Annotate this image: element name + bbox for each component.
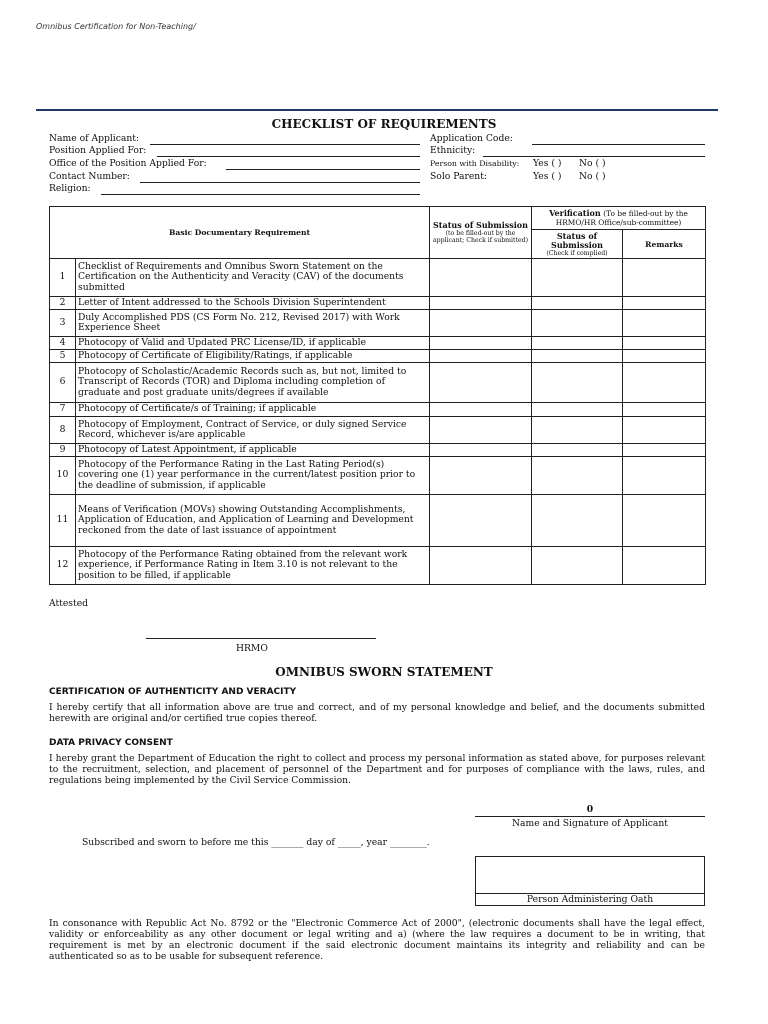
applicant-status-cell[interactable] [430, 363, 532, 403]
religion-label: Religion: [49, 183, 91, 194]
oath-admin-label: Person Administering Oath [476, 893, 704, 905]
table-row [50, 310, 706, 337]
oath-admin-box[interactable] [475, 856, 705, 906]
remarks-cell[interactable] [623, 337, 706, 350]
remarks-cell[interactable] [623, 363, 706, 403]
hrmo-label: HRMO [236, 643, 268, 654]
privacy-text: I hereby grant the Department of Education the right to collect and process my personal information as stated above, for purposes relevant to the recruitment, selection, and placement of personnel of the Department and for purposes of compliance with the laws, rules, and regulations being implemented by the Civil Service Commission. [49, 753, 705, 786]
row-number: 4 [50, 337, 76, 350]
table-row [50, 495, 706, 547]
row-requirement: Photocopy of Employment, Contract of Service, or duly signed Service Record, whichever is/are applicable [76, 417, 430, 444]
contact-number-field[interactable] [140, 182, 420, 183]
privacy-heading: DATA PRIVACY CONSENT [49, 738, 173, 748]
row-number: 5 [50, 350, 76, 363]
row-requirement: Photocopy of Latest Appointment, if applicable [76, 444, 430, 457]
verif-status-cell[interactable] [532, 403, 623, 417]
row-requirement: Photocopy of Certificate of Eligibility/Ratings, if applicable [76, 350, 430, 363]
remarks-cell[interactable] [623, 403, 706, 417]
table-row [50, 444, 706, 457]
applicant-signature-value: 0 [586, 804, 594, 815]
applicant-status-cell[interactable] [430, 310, 532, 337]
applicant-status-cell[interactable] [430, 259, 532, 297]
verif-status-cell[interactable] [532, 495, 623, 547]
row-number: 11 [50, 495, 76, 547]
remarks-cell[interactable] [623, 495, 706, 547]
cert-heading: CERTIFICATION OF AUTHENTICITY AND VERACITY [49, 687, 297, 697]
row-number: 9 [50, 444, 76, 457]
table-row [50, 403, 706, 417]
remarks-cell[interactable] [623, 457, 706, 495]
ra-text: In consonance with Republic Act No. 8792 or the "Electronic Commerce Act of 2000", (electronic documents shall have the legal effect, validity or enforceability as any other document or legal writing and a) (where the law requires a document to be in writing, that requirement is met by an electronic document if the said electronic document maintains its integrity and reliability and can be authenticated so as to be usable for subsequent reference. [49, 918, 705, 962]
row-number: 2 [50, 297, 76, 310]
table-row [50, 457, 706, 495]
applicant-status-cell[interactable] [430, 417, 532, 444]
applicant-status-cell[interactable] [430, 457, 532, 495]
contact-number-label: Contact Number: [49, 171, 130, 182]
applicant-status-cell[interactable] [430, 337, 532, 350]
ethnicity-label: Ethnicity: [430, 145, 476, 156]
table-row [50, 363, 706, 403]
remarks-cell[interactable] [623, 259, 706, 297]
table-row [50, 297, 706, 310]
remarks-cell[interactable] [623, 417, 706, 444]
checklist-title: CHECKLIST OF REQUIREMENTS [271, 117, 497, 131]
remarks-cell[interactable] [623, 350, 706, 363]
position-applied-label: Position Applied For: [49, 145, 147, 156]
verif-status-cell[interactable] [532, 444, 623, 457]
verif-status-cell[interactable] [532, 363, 623, 403]
pwd-label: Person with Disability: [430, 159, 520, 168]
subscribed-text: Subscribed and sworn to before me this _______ day of _____, year ________. [82, 837, 430, 848]
pwd-yes-checkbox[interactable]: Yes ( ) [533, 158, 562, 169]
attested-label: Attested [49, 598, 89, 609]
office-label: Office of the Position Applied For: [49, 158, 207, 169]
row-number: 1 [50, 259, 76, 297]
application-code-field[interactable] [532, 144, 705, 145]
pwd-no-checkbox[interactable]: No ( ) [579, 158, 606, 169]
header-requirement: Basic Documentary Requirement [50, 207, 430, 259]
header-status: Status of Submission (to be filled-out by the applicant; Check if submitted) [430, 207, 532, 259]
applicant-status-cell[interactable] [430, 547, 532, 585]
ethnicity-field[interactable] [483, 156, 705, 157]
verif-status-cell[interactable] [532, 259, 623, 297]
row-number: 7 [50, 403, 76, 417]
verif-status-cell[interactable] [532, 297, 623, 310]
header-remarks: Remarks [623, 230, 706, 259]
row-requirement: Letter of Intent addressed to the Schools Division Superintendent [76, 297, 430, 310]
header-note: Omnibus Certification for Non-Teaching/ [36, 22, 196, 31]
row-requirement: Checklist of Requirements and Omnibus Sworn Statement on the Certification on the Authenticity and Veracity (CAV) of the documents submitted [76, 259, 430, 297]
applicant-status-cell[interactable] [430, 350, 532, 363]
verif-status-cell[interactable] [532, 457, 623, 495]
remarks-cell[interactable] [623, 444, 706, 457]
office-field[interactable] [226, 169, 420, 170]
row-number: 6 [50, 363, 76, 403]
remarks-cell[interactable] [623, 547, 706, 585]
row-number: 8 [50, 417, 76, 444]
header-verification: Verification (To be filled-out by the HRMO/HR Office/sub-committee) [532, 207, 706, 230]
verif-status-cell[interactable] [532, 337, 623, 350]
row-number: 12 [50, 547, 76, 585]
row-requirement: Means of Verification (MOVs) showing Outstanding Accomplishments, Application of Education, and Application of Learning and Development reckoned from the date of last issuance of appointment [76, 495, 430, 547]
row-number: 3 [50, 310, 76, 337]
applicant-signature-label: Name and Signature of Applicant [511, 818, 668, 829]
header-verif-status: Status of Submission (Check if complied) [532, 230, 623, 259]
table-row [50, 259, 706, 297]
solo-parent-no-checkbox[interactable]: No ( ) [579, 171, 606, 182]
row-requirement: Photocopy of Scholastic/Academic Records such as, but not, limited to Transcript of Records (TOR) and Diploma including completion of graduate and post graduate units/degrees if available [76, 363, 430, 403]
table-row [50, 417, 706, 444]
table-row [50, 547, 706, 585]
row-requirement: Photocopy of the Performance Rating obtained from the relevant work experience, if Performance Rating in Item 3.10 is not relevant to the position to be filled, if applicable [76, 547, 430, 585]
verif-status-cell[interactable] [532, 547, 623, 585]
applicant-status-cell[interactable] [430, 297, 532, 310]
cert-text: I hereby certify that all information above are true and correct, and of my personal knowledge and belief, and the documents submitted herewith are original and/or certified true copies thereof. [49, 702, 705, 724]
solo-parent-yes-checkbox[interactable]: Yes ( ) [533, 171, 562, 182]
solo-parent-label: Solo Parent: [430, 171, 487, 182]
requirements-table [49, 206, 706, 585]
applicant-status-cell[interactable] [430, 403, 532, 417]
row-requirement: Duly Accomplished PDS (CS Form No. 212, Revised 2017) with Work Experience Sheet [76, 310, 430, 337]
name-of-applicant-label: Name of Applicant: [49, 133, 140, 144]
table-row [50, 337, 706, 350]
table-row [50, 350, 706, 363]
row-requirement: Photocopy of Valid and Updated PRC License/ID, if applicable [76, 337, 430, 350]
applicant-status-cell[interactable] [430, 444, 532, 457]
application-code-label: Application Code: [430, 133, 513, 144]
applicant-status-cell[interactable] [430, 495, 532, 547]
remarks-cell[interactable] [623, 297, 706, 310]
verif-status-cell[interactable] [532, 350, 623, 363]
oath-title: OMNIBUS SWORN STATEMENT [275, 665, 493, 679]
row-requirement: Photocopy of Certificate/s of Training; if applicable [76, 403, 430, 417]
verif-status-cell[interactable] [532, 417, 623, 444]
position-applied-field[interactable] [157, 156, 420, 157]
remarks-cell[interactable] [623, 310, 706, 337]
applicant-signature-line[interactable] [475, 816, 705, 817]
hrmo-signature-line[interactable] [146, 638, 376, 639]
religion-field[interactable] [101, 194, 420, 195]
row-number: 10 [50, 457, 76, 495]
name-of-applicant-field[interactable] [150, 144, 420, 145]
header-rule [36, 109, 718, 111]
verif-status-cell[interactable] [532, 310, 623, 337]
row-requirement: Photocopy of the Performance Rating in the Last Rating Period(s) covering one (1) year performance in the current/latest position prior to the deadline of submission, if applicable [76, 457, 430, 495]
